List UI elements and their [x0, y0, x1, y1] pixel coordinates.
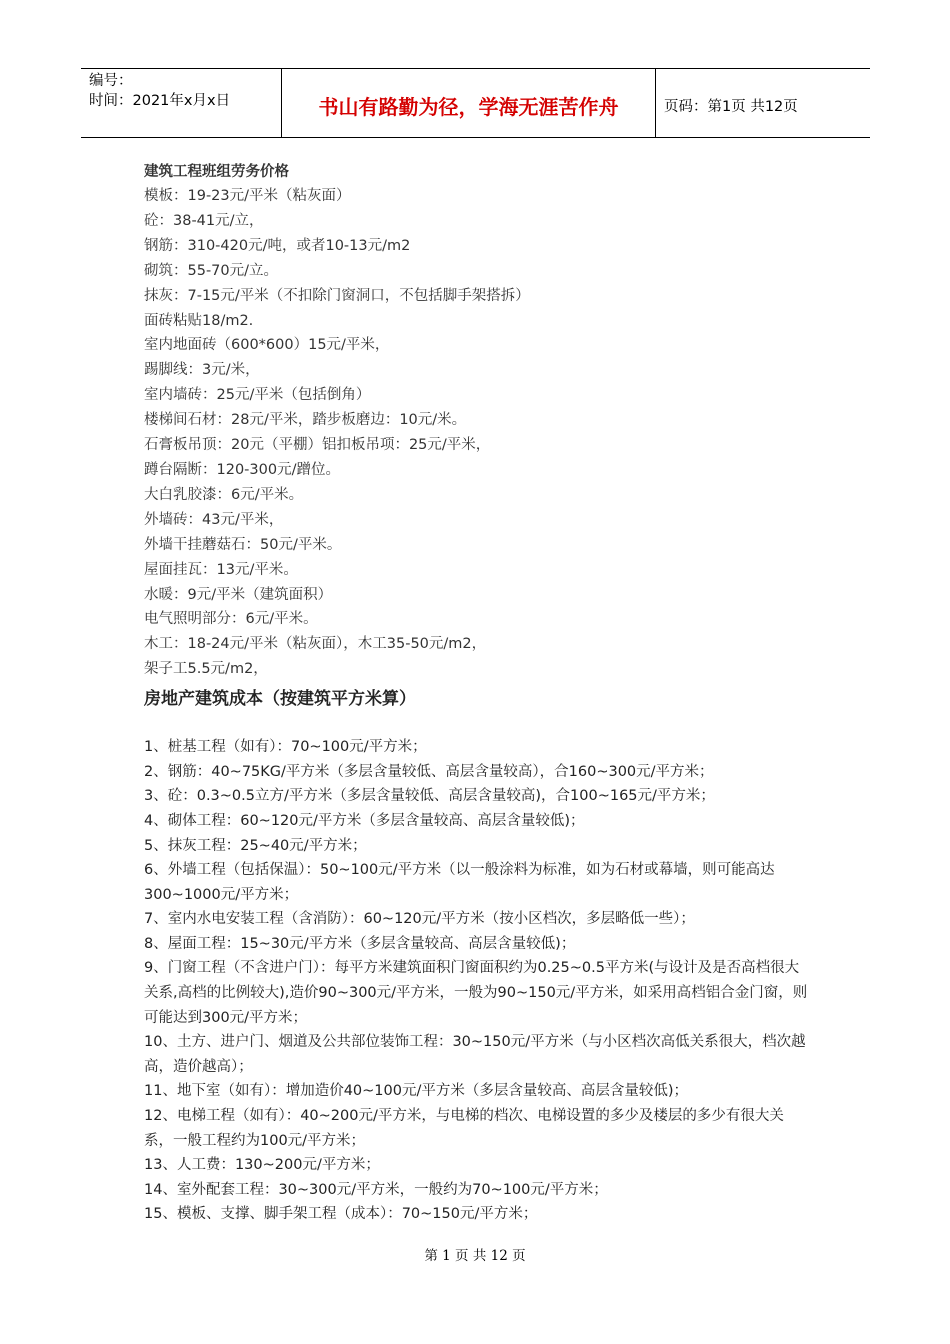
cost-item: 12、电梯工程（如有）：40~200元/平方米，与电梯的档次、电梯设置的多少及楼层的多少有很大关系，一般工程约为100元/平方米；: [144, 1108, 784, 1149]
cost-item: 3、砼：0.3~0.5立方/平方米（多层含量较低、高层含量较高)，合100~165元/平方米；: [144, 788, 715, 805]
cost-item: 9、门窗工程（不含进户门）：每平方米建筑面积门窗面积约为0.25~0.5平方米(与设计及是否高档很大关系,高档的比例较大),造价90~300元/平方米，一般为90~150元/平方米，如采用高档铝合金门窗，则可能达到300元/平方米；: [144, 960, 808, 1026]
header-motto: 书山有路勤为径，学海无涯苦作舟: [282, 69, 656, 137]
date-label: 时间：2021年x月x日: [89, 93, 231, 109]
price-line: 砼：38-41元/立，: [144, 212, 264, 229]
cost-item: 2、钢筋：40~75KG/平方米（多层含量较低、高层含量较高），合160~300元/平方米；: [144, 763, 714, 780]
price-line: 木工：18-24元/平米（粘灰面），木工35-50元/m2，: [144, 636, 487, 653]
cost-item: 6、外墙工程（包括保温）：50~100元/平方米（以一般涂料为标准，如为石材或幕墙，则可能高达300~1000元/平方米；: [144, 862, 775, 903]
price-line: 架子工5.5元/m2，: [144, 661, 268, 678]
section2-list: [144, 735, 824, 1227]
cost-item: 5、抹灰工程：25~40元/平方米；: [144, 837, 367, 854]
cost-item: 4、砌体工程：60~120元/平方米（多层含量较高、高层含量较低)；: [144, 812, 585, 829]
price-line: 模板：19-23元/平米（粘灰面）: [144, 188, 351, 204]
price-line: 楼梯间石材：28元/平米，踏步板磨边：10元/米。: [144, 412, 467, 429]
cost-item: 8、屋面工程：15~30元/平方米（多层含量较高、高层含量较低)；: [144, 935, 576, 952]
price-line: 石膏板吊顶：20元（平棚）铝扣板吊项：25元/平米，: [144, 437, 491, 454]
section2-title: 房地产建筑成本（按建筑平方米算）: [144, 689, 416, 710]
page-footer: 第 1 页 共 12 页: [424, 1248, 526, 1264]
price-line: 蹲台隔断：120-300元/蹭位。: [144, 461, 340, 478]
price-line: 外墙干挂蘑菇石：50元/平米。: [144, 536, 342, 553]
price-line: 砌筑：55-70元/立。: [144, 262, 279, 279]
price-line: 屋面挂瓦：13元/平米。: [144, 561, 298, 578]
price-line: 外墙砖：43元/平米，: [144, 511, 284, 528]
section1-list: [144, 184, 824, 682]
cost-item: 13、人工费：130~200元/平方米；: [144, 1157, 380, 1174]
header-page-info: 页码：第1页 共12页: [664, 98, 798, 115]
price-line: 水暖：9元/平米（建筑面积）: [144, 586, 333, 603]
price-line: 室内墙砖：25元/平米（包括倒角）: [144, 387, 371, 404]
cost-item: 1、桩基工程（如有）：70~100元/平方米；: [144, 739, 427, 756]
cost-item: 11、地下室（如有）：增加造价40~100元/平方米（多层含量较高、高层含量较低)；: [144, 1083, 689, 1100]
price-line: 电气照明部分：6元/平米。: [144, 611, 318, 628]
price-line: 面砖粘贴18/m2.: [144, 312, 254, 329]
spacer: [144, 714, 824, 735]
cost-item: 10、土方、进户门、烟道及公共部位装饰工程：30~150元/平方米（与小区档次高低关系很大，档次越高，造价越高）；: [144, 1034, 806, 1075]
cost-item: 7、室内水电安装工程（含消防）：60~120元/平方米（按小区档次，多层略低一些）；: [144, 911, 695, 928]
price-line: 踢脚线：3元/米，: [144, 362, 260, 379]
document-body: [144, 160, 824, 1227]
price-line: 大白乳胶漆：6元/平米。: [144, 486, 304, 503]
cost-item: 15、模板、支撑、脚手架工程（成本）：70~150元/平方米；: [144, 1206, 538, 1223]
section1-title: 建筑工程班组劳务价格: [144, 164, 289, 180]
number-label: 编号：: [89, 73, 133, 89]
header-table: [81, 68, 870, 138]
cost-item: 14、室外配套工程：30~300元/平方米，一般约为70~100元/平方米；: [144, 1181, 608, 1198]
price-line: 室内地面砖（600*600）15元/平米，: [144, 337, 390, 354]
price-line: 钢筋：310-420元/吨，或者10-13元/m2: [144, 237, 411, 254]
header-left-cell: [81, 69, 282, 137]
price-line: 抹灰：7-15元/平米（不扣除门窗洞口，不包括脚手架搭拆）: [144, 287, 530, 304]
